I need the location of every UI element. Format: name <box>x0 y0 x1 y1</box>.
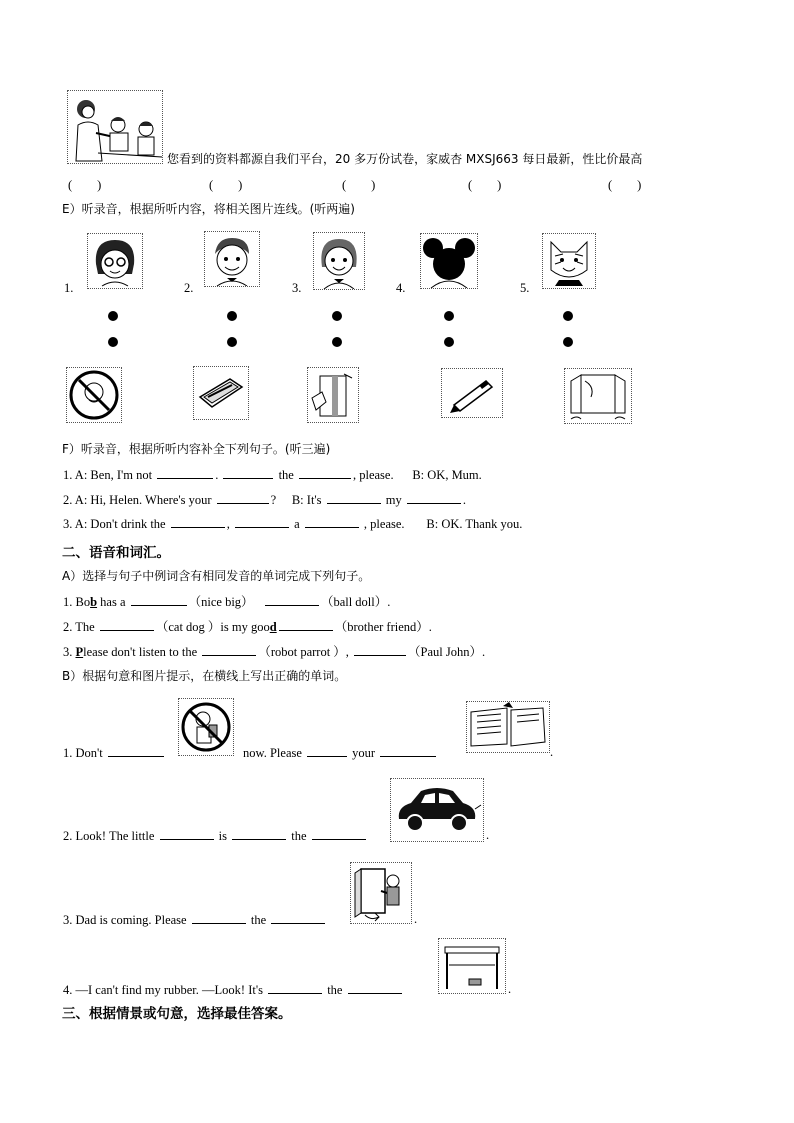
blank[interactable] <box>305 516 359 528</box>
e-number-2: 2. <box>184 281 194 295</box>
toy-car-icon <box>390 778 484 842</box>
blank[interactable] <box>235 516 289 528</box>
answer-paren-4[interactable]: ( ) <box>468 178 502 192</box>
blank[interactable] <box>160 828 214 840</box>
blank[interactable] <box>157 467 213 479</box>
part-3-title: 三、根据情景或句意，选择最佳答案。 <box>62 1006 292 1022</box>
part-2-title: 二、语音和词汇。 <box>62 545 170 561</box>
e-number-4: 4. <box>396 281 406 295</box>
teacher-children-picture <box>67 90 163 164</box>
blank[interactable] <box>232 828 286 840</box>
b-line-4: 4. —I can't find my rubber. —Look! It's the <box>63 982 404 998</box>
blank[interactable] <box>265 594 319 606</box>
blank[interactable] <box>271 912 325 924</box>
match-dot-bottom-3[interactable] <box>332 337 342 347</box>
a-line-1: 1. Bob has a （nice big） （ball doll）. <box>63 595 391 609</box>
match-dot-top-4[interactable] <box>444 311 454 321</box>
blank[interactable] <box>192 912 246 924</box>
notice-text: 您看到的资料都源自我们平台，20 多万份试卷，家威杏 MXSJ663 每日最新，性比价最高 <box>167 152 643 166</box>
f-line-3: 3. A: Don't drink the , a , please. B: OK. Thank you. <box>63 517 523 531</box>
match-dot-bottom-1[interactable] <box>108 337 118 347</box>
match-dot-bottom-5[interactable] <box>563 337 573 347</box>
answer-paren-1[interactable]: ( ) <box>68 178 102 192</box>
f-line-1: 1. A: Ben, I'm not . the , please. B: OK, Mum. <box>63 468 482 482</box>
b-line-1-end: . <box>550 745 554 759</box>
girl-face-icon <box>313 232 365 290</box>
blank[interactable] <box>171 516 225 528</box>
b-line-4-end: . <box>508 982 512 996</box>
b-line-3: 3. Dad is coming. Please the <box>63 912 327 928</box>
blank[interactable] <box>312 828 366 840</box>
blank[interactable] <box>223 467 273 479</box>
f-line-2: 2. A: Hi, Helen. Where's your ? B: It's my . <box>63 493 467 507</box>
a-line-3: 3. Please don't listen to the （robot parrot ）, （Paul John）. <box>63 645 486 659</box>
match-dot-bottom-2[interactable] <box>227 337 237 347</box>
blank[interactable] <box>380 745 436 757</box>
open-window-icon <box>564 368 632 424</box>
desk-rubber-icon <box>438 938 506 994</box>
hands-door-icon <box>307 367 359 423</box>
open-door-icon <box>350 862 412 924</box>
answer-paren-3[interactable]: ( ) <box>342 178 376 192</box>
a-line-2: 2. The （cat dog ）is my good （brother friend）. <box>63 620 432 634</box>
match-dot-top-2[interactable] <box>227 311 237 321</box>
no-eating-sign-icon <box>178 698 234 756</box>
blank[interactable] <box>279 619 333 631</box>
e-number-3: 3. <box>292 281 302 295</box>
match-dot-top-1[interactable] <box>108 311 118 321</box>
blank[interactable] <box>327 492 381 504</box>
blank[interactable] <box>217 492 269 504</box>
b-line-2: 2. Look! The little is the <box>63 828 368 844</box>
b-line-1-rest: now. Please your <box>243 745 438 761</box>
e-number-1: 1. <box>64 281 74 295</box>
e-number-5: 5. <box>520 281 530 295</box>
blank[interactable] <box>108 745 164 757</box>
match-dot-top-5[interactable] <box>563 311 573 321</box>
match-dot-bottom-4[interactable] <box>444 337 454 347</box>
match-dot-top-3[interactable] <box>332 311 342 321</box>
boy-face-icon <box>204 231 260 287</box>
answer-paren-2[interactable]: ( ) <box>209 178 243 192</box>
answer-paren-5[interactable]: ( ) <box>608 178 642 192</box>
part-2a-title: A）选择与句子中例词含有相同发音的单词完成下列句子。 <box>62 569 371 583</box>
no-talking-sign-icon <box>66 367 122 423</box>
mickey-back-icon <box>420 233 478 289</box>
girl-glasses-icon <box>87 233 143 289</box>
b-line-3-end: . <box>414 912 418 926</box>
pencil-box-icon <box>193 366 249 420</box>
section-e-title: E）听录音，根据所听内容，将相关图片连线。(听两遍) <box>62 202 355 216</box>
blank[interactable] <box>131 594 187 606</box>
blank[interactable] <box>299 467 351 479</box>
blank[interactable] <box>100 619 154 631</box>
b-line-2-end: . <box>486 828 490 842</box>
blank[interactable] <box>202 644 256 656</box>
part-2b-title: B）根据句意和图片提示，在横线上写出正确的单词。 <box>62 669 347 683</box>
marker-pen-icon <box>441 368 503 418</box>
blank[interactable] <box>348 982 402 994</box>
cat-face-icon <box>542 233 596 289</box>
b-line-1: 1. Don't <box>63 745 166 761</box>
blank[interactable] <box>407 492 461 504</box>
section-f-title: F）听录音，根据所听内容补全下列句子。(听三遍) <box>62 442 331 456</box>
blank[interactable] <box>354 644 406 656</box>
books-icon <box>466 701 550 753</box>
blank[interactable] <box>307 745 347 757</box>
blank[interactable] <box>268 982 322 994</box>
